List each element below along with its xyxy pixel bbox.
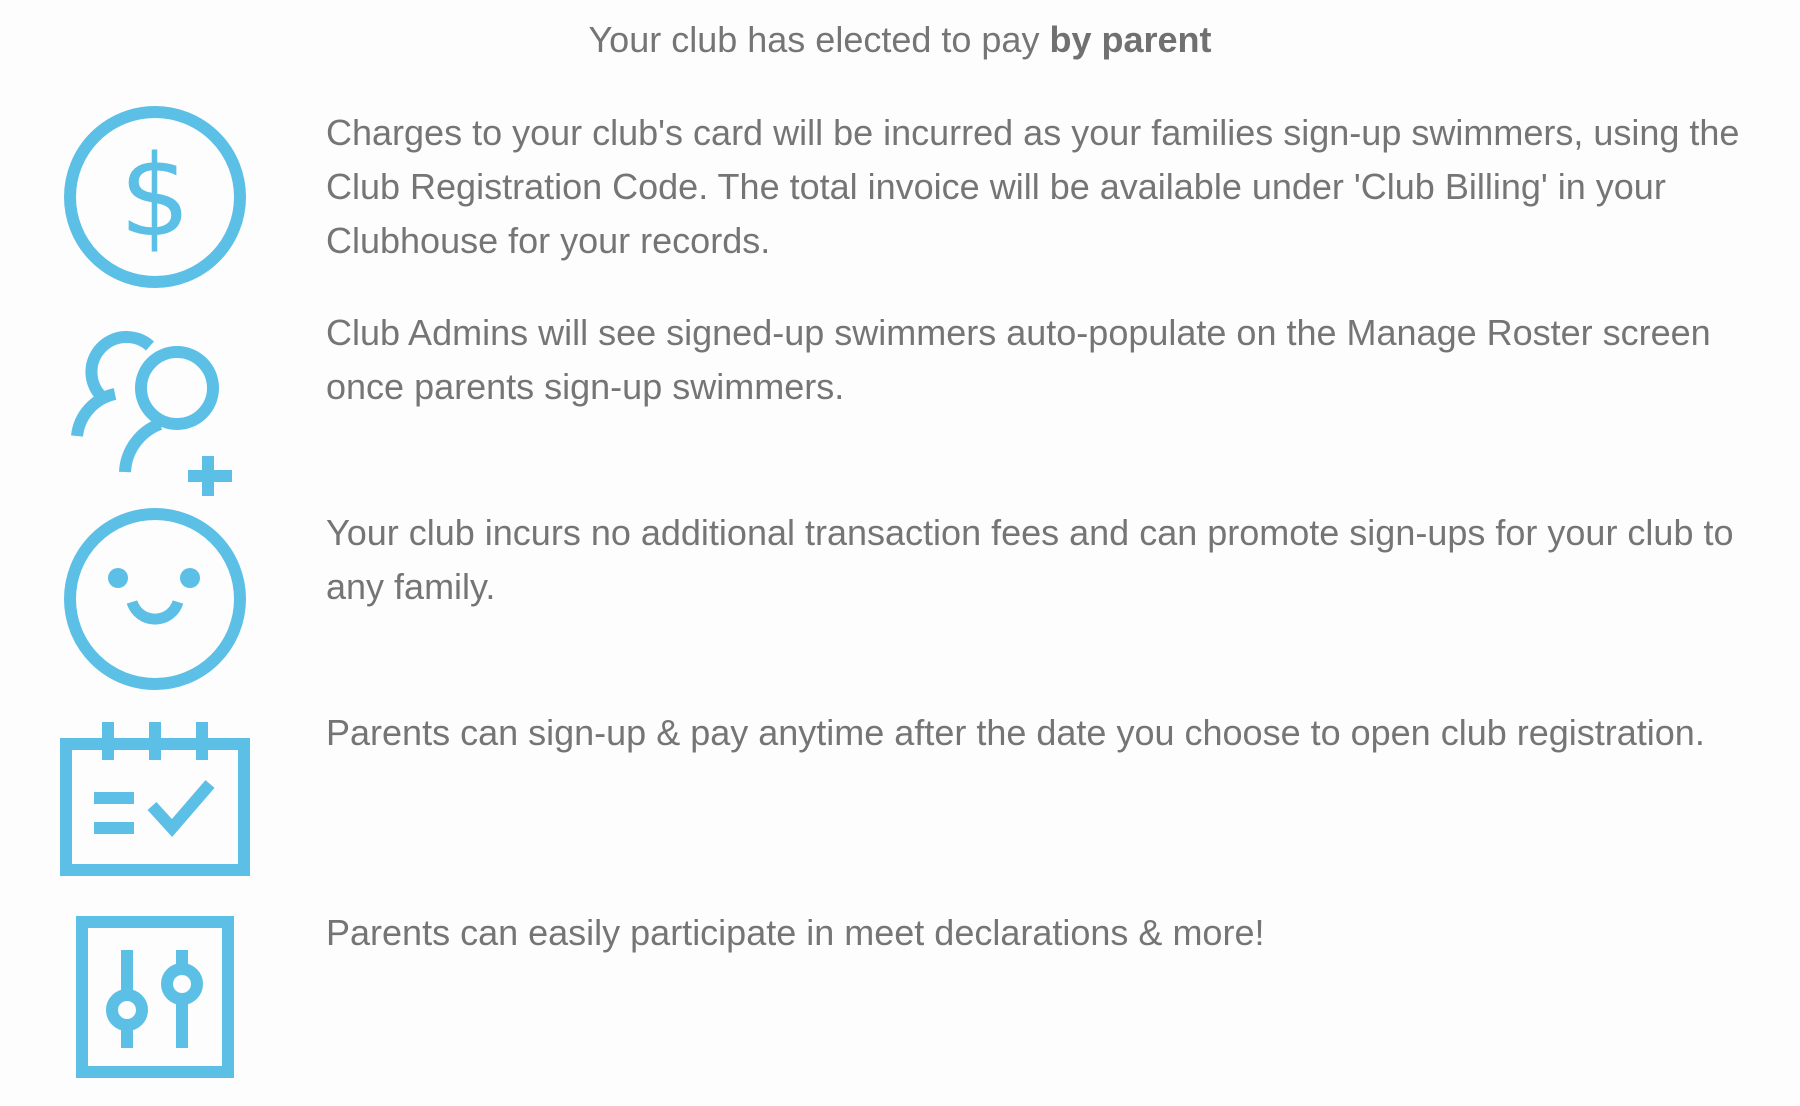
feature-text-registration: Parents can sign-up & pay anytime after the date you choose to open club registration. (326, 712, 1705, 753)
calendar-check-icon (60, 722, 250, 912)
feature-text-billing: Charges to your club's card will be incurred as your families sign-up swimmers, using the Club Registration Code. The total invoice will be available under 'Club Billing' in your Clubhouse for your records. (326, 112, 1740, 261)
sliders-icon (60, 916, 250, 1106)
heading-prefix: Your club has elected to pay (588, 19, 1050, 60)
feature-text-declarations: Parents can easily participate in meet declarations & more! (326, 912, 1265, 953)
feature-text-roster: Club Admins will see signed-up swimmers auto-populate on the Manage Roster screen once parents sign-up swimmers. (326, 312, 1711, 407)
dollar-circle-icon (60, 102, 250, 292)
svg-text:$: $ (119, 132, 191, 262)
pay-by-parent-heading (0, 16, 1800, 64)
heading-emphasis: by parent (1049, 19, 1212, 60)
add-user-icon (60, 306, 250, 496)
smiley-icon (60, 504, 250, 694)
feature-text-fees: Your club incurs no additional transaction fees and can promote sign-ups for your club to any family. (326, 512, 1734, 607)
